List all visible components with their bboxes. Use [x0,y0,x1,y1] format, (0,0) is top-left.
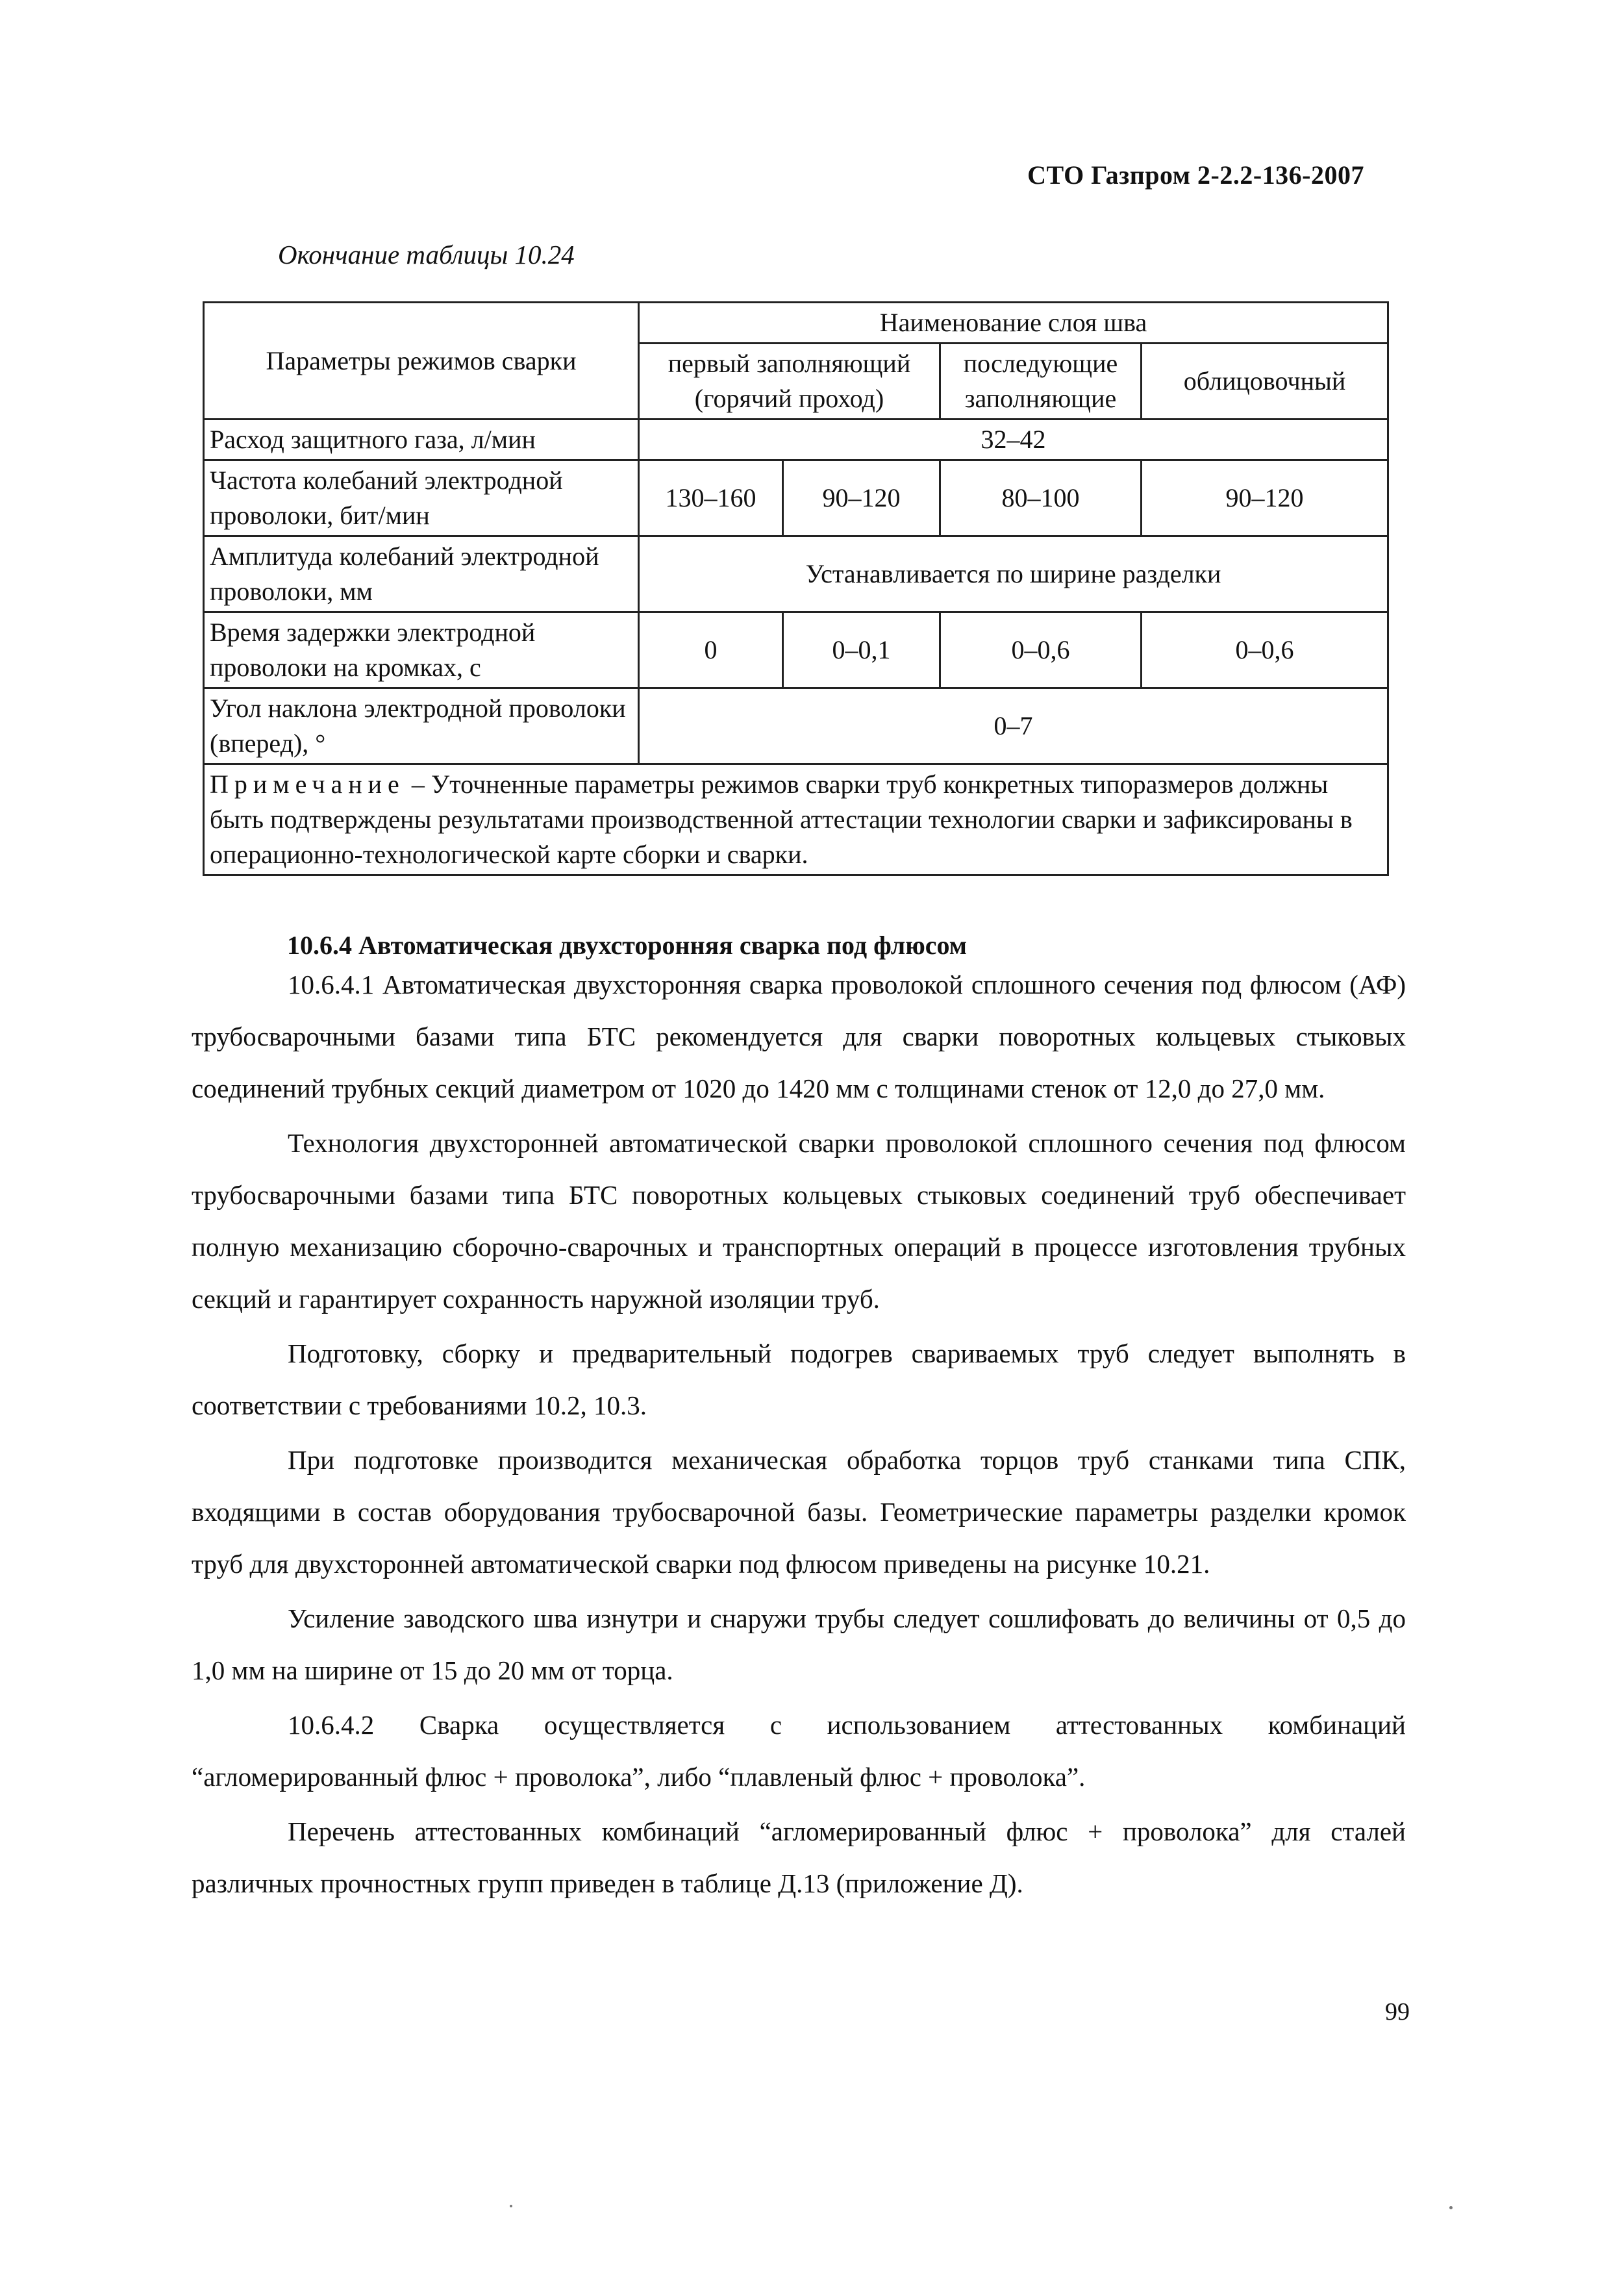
column-header-first-fill: первый заполняющий (горячий проход) [639,344,940,420]
value-cell: 0–0,6 [940,612,1142,688]
paragraph: 10.6.4.2 Сварка осуществляется с использованием аттестованных комбинаций “агломерированный флюс + проволока”, либо “плавленый флюс + проволока”. [192,1710,1406,1792]
table-caption: Окончание таблицы 10.24 [278,240,575,270]
row-label: Расход защитного газа, л/мин [204,420,639,460]
value-cell: 0–0,6 [1142,612,1388,688]
column-header-cap: облицовочный [1142,344,1388,420]
table-row [204,612,1388,688]
value-cell: 90–120 [783,460,940,536]
merged-value-cell: 32–42 [639,420,1388,460]
body-paragraphs [192,959,1406,1909]
table-row [204,688,1388,764]
value-cell: 90–120 [1142,460,1388,536]
section-heading: 10.6.4 Автоматическая двухсторонняя сварка под флюсом [287,931,968,960]
value-cell: 130–160 [639,460,783,536]
table-row [204,536,1388,612]
row-label: Частота колебаний электродной проволоки, бит/мин [204,460,639,536]
paragraph: Технология двухсторонней автоматической сварки проволокой сплошного сечения под флюсом трубосварочными базами типа БТС поворотных кольцевых стыковых соединений труб обеспечивает полную механизацию сборочно-сварочных и транспортных операций в процессе изготовления трубных секций и гарантирует сохранность наружной изоляции труб. [192,1128,1406,1314]
paragraph: При подготовке производится механическая обработка торцов труб станками типа СПК, входящими в состав оборудования трубосварочной базы. Геометрические параметры разделки кромок труб для двухсторонней автоматической сварки под флюсом приведены на рисунке 10.21. [192,1445,1406,1579]
value-cell: 80–100 [940,460,1142,536]
scan-speck [510,2205,512,2207]
paragraph: Усиление заводского шва изнутри и снаружи трубы следует сошлифовать до величины от 0,5 до 1,0 мм на ширине от 15 до 20 мм от торца. [192,1603,1406,1685]
layer-header-cell: Наименование слоя шва [639,303,1388,344]
table-row [204,420,1388,460]
paragraph: 10.6.4.1 Автоматическая двухсторонняя сварка проволокой сплошного сечения под флюсом (АФ) трубосварочными базами типа БТС рекомендуется для сварки поворотных кольцевых стыковых соединений трубных секций диаметром от 1020 до 1420 мм с толщинами стенок от 12,0 до 27,0 мм. [192,970,1406,1103]
table-note-row [204,764,1388,875]
page-number: 99 [1385,1998,1410,2026]
column-header-next-fill: последующие заполняющие [940,344,1142,420]
merged-value-cell: Устанавливается по ширине разделки [639,536,1388,612]
row-label: Время задержки электродной проволоки на кромках, с [204,612,639,688]
row-label: Угол наклона электродной проволоки (вперед), ° [204,688,639,764]
row-label: Амплитуда колебаний электродной проволоки, мм [204,536,639,612]
table-row [204,460,1388,536]
value-cell: 0 [639,612,783,688]
table-note [204,764,1388,875]
merged-value-cell: 0–7 [639,688,1388,764]
note-text: – Уточненные параметры режимов сварки труб конкретных типоразмеров должны быть подтверждены результатами производственной аттестации технологии сварки и зафиксированы в операционно-технологической карте сборки и сварки. [210,770,1353,869]
welding-parameters-table [203,301,1389,876]
paragraph: Подготовку, сборку и предварительный подогрев свариваемых труб следует выполнять в соответствии с требованиями 10.2, 10.3. [192,1338,1406,1420]
table-header-row [204,303,1388,344]
scan-speck [1449,2206,1453,2209]
paragraph: Перечень аттестованных комбинаций “агломерированный флюс + проволока” для сталей различных прочностных групп приведен в таблице Д.13 (приложение Д). [192,1816,1406,1898]
document-header: СТО Газпром 2-2.2-136-2007 [1027,160,1364,190]
value-cell: 0–0,1 [783,612,940,688]
param-header-cell: Параметры режимов сварки [204,303,639,420]
note-label: Примечание [210,770,405,799]
